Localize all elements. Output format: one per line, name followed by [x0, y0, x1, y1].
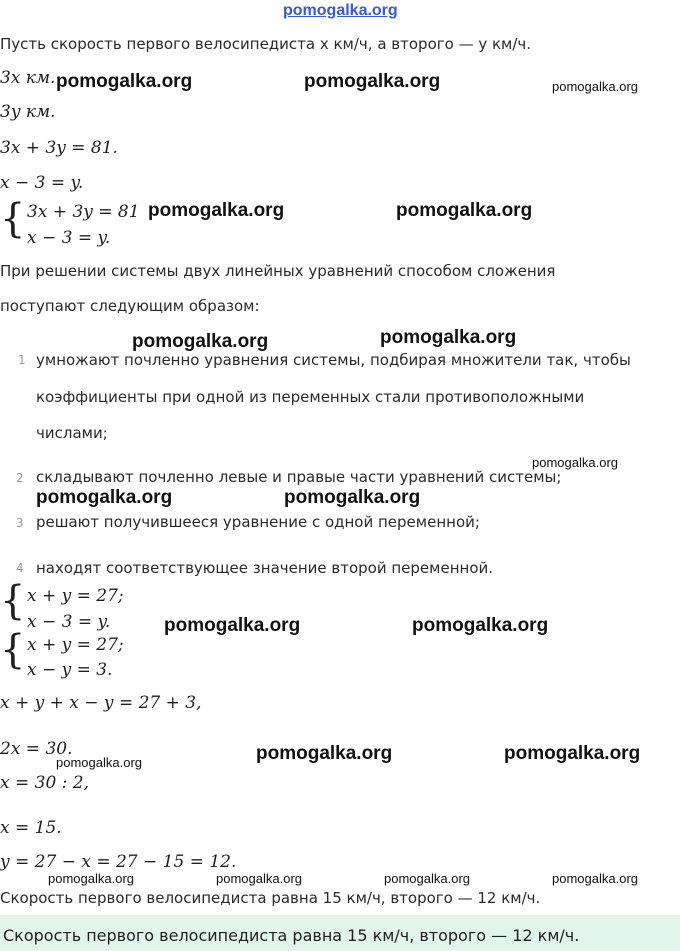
watermark: pomogalka.org: [216, 871, 302, 886]
watermark: pomogalka.org: [148, 200, 285, 221]
system3-eq1: x + y = 27;: [27, 635, 124, 655]
x-division: x = 30 : 2,: [0, 773, 90, 793]
step-number: 2: [16, 471, 24, 485]
system3-eq2: x − y = 3.: [27, 660, 113, 680]
step-number: 3: [16, 516, 24, 530]
watermark: pomogalka.org: [532, 455, 618, 470]
step-1-line-1: умножают почленно уравнения системы, подбирая множители так, чтобы: [36, 351, 631, 369]
watermark: pomogalka.org: [552, 871, 638, 886]
watermark: pomogalka.org: [384, 871, 470, 886]
site-link[interactable]: pomogalka.org: [283, 2, 398, 19]
system1-eq1: 3x + 3y = 81: [27, 202, 140, 222]
watermark: pomogalka.org: [380, 327, 517, 348]
system1-eq2: x − 3 = y.: [27, 228, 111, 248]
system-brace: {: [0, 578, 26, 624]
watermark: pomogalka.org: [48, 871, 134, 886]
equation-diff: x − 3 = y.: [0, 173, 84, 193]
watermark: pomogalka.org: [304, 71, 441, 92]
watermark: pomogalka.org: [412, 615, 549, 636]
answer-text: Скорость первого велосипедиста равна 15 км/ч, второго — 12 км/ч.: [3, 926, 580, 945]
method-text-1: При решении системы двух линейных уравнений способом сложения: [0, 262, 556, 280]
y-value: y = 27 − x = 27 − 15 = 12.: [0, 852, 237, 872]
watermark: pomogalka.org: [552, 79, 638, 94]
step-2-line-1: складывают почленно левые и правые части уравнений системы;: [36, 468, 562, 486]
step-3-line-1: решают получившееся уравнение с одной переменной;: [36, 513, 480, 531]
intro-text: Пусть скорость первого велосипедиста x км/ч, а второго — y км/ч.: [0, 35, 532, 53]
step-1-line-2: коэффициенты при одной из переменных стали противоположными: [36, 388, 585, 406]
first-distance: 3x км.: [0, 68, 56, 88]
system-brace: {: [0, 627, 26, 673]
watermark: pomogalka.org: [396, 200, 533, 221]
method-text-2: поступают следующим образом:: [0, 297, 260, 315]
watermark: pomogalka.org: [164, 615, 301, 636]
two-x: 2x = 30.: [0, 739, 73, 759]
system-brace: {: [0, 196, 26, 242]
watermark: pomogalka.org: [56, 755, 142, 770]
second-distance: 3y км.: [0, 102, 56, 122]
watermark: pomogalka.org: [256, 743, 393, 764]
result-text: Скорость первого велосипедиста равна 15 км/ч, второго — 12 км/ч.: [0, 889, 541, 907]
watermark: pomogalka.org: [132, 331, 269, 352]
system2-eq1: x + y = 27;: [27, 586, 124, 606]
equation-sum: 3x + 3y = 81.: [0, 138, 118, 158]
watermark: pomogalka.org: [56, 71, 193, 92]
watermark: pomogalka.org: [36, 487, 173, 508]
step-number: 1: [18, 353, 26, 367]
watermark: pomogalka.org: [284, 487, 421, 508]
watermark: pomogalka.org: [504, 743, 641, 764]
system2-eq2: x − 3 = y.: [27, 612, 111, 632]
step-number: 4: [16, 561, 24, 575]
step-1-line-3: числами;: [36, 424, 108, 442]
x-value: x = 15.: [0, 818, 62, 838]
add-equations: x + y + x − y = 27 + 3,: [0, 693, 202, 713]
step-4-line-1: находят соответствующее значение второй переменной.: [36, 559, 494, 577]
